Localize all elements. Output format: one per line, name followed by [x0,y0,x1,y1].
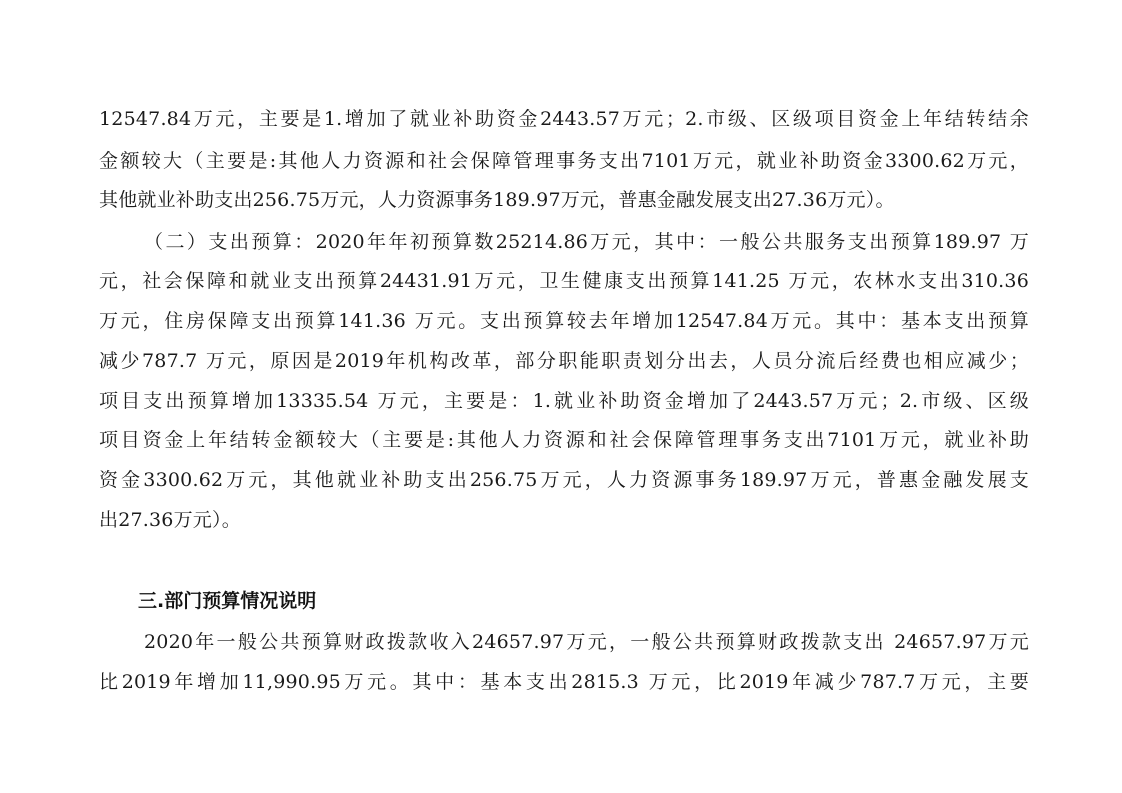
intro-line-2: 金额较大（主要是:其他人力资源和社会保障管理事务支出7101万元，就业补助资金3300.62万元， [99,150,1029,172]
intro-line-1: 12547.84万元，主要是1.增加了就业补助资金2443.57万元；2.市级、区级项目资金上年结转结余 [99,108,1029,130]
expenditure-line-8: 出27.36万元）。 [99,509,241,531]
expenditure-line-7: 资金3300.62万元，其他就业补助支出256.75万元，人力资源事务189.97万元，普惠金融发展支 [99,469,1029,491]
expenditure-line-6: 项目资金上年结转金额较大（主要是:其他人力资源和社会保障管理事务支出7101万元，就业补助 [99,429,1029,451]
expenditure-line-5: 项目支出预算增加13335.54 万元，主要是：1.就业补助资金增加了2443.57万元；2.市级、区级 [99,390,1029,412]
intro-line-3: 其他就业补助支出256.75万元，人力资源事务189.97万元，普惠金融发展支出27.36万元）。 [99,189,895,211]
section-line-2: 比2019年增加11,990.95万元。其中：基本支出2815.3 万元，比2019年减少787.7万元，主要 [99,671,1029,693]
expenditure-line-2: 元，社会保障和就业支出预算24431.91万元，卫生健康支出预算141.25 万元，农林水支出310.36 [99,270,1029,292]
section-line-1: 2020年一般公共预算财政拨款收入24657.97万元，一般公共预算财政拨款支出 24657.97万元 [144,631,1029,653]
section-heading: 三.部门预算情况说明 [138,590,317,612]
expenditure-line-1: （二）支出预算：2020年年初预算数25214.86万元，其中：一般公共服务支出预算189.97 万 [144,231,1029,253]
expenditure-line-4: 减少787.7 万元，原因是2019年机构改革，部分职能职责划分出去，人员分流后经费也相应减少； [99,350,1029,372]
expenditure-line-3: 万元，住房保障支出预算141.36 万元。支出预算较去年增加12547.84万元。其中：基本支出预算 [99,310,1029,332]
